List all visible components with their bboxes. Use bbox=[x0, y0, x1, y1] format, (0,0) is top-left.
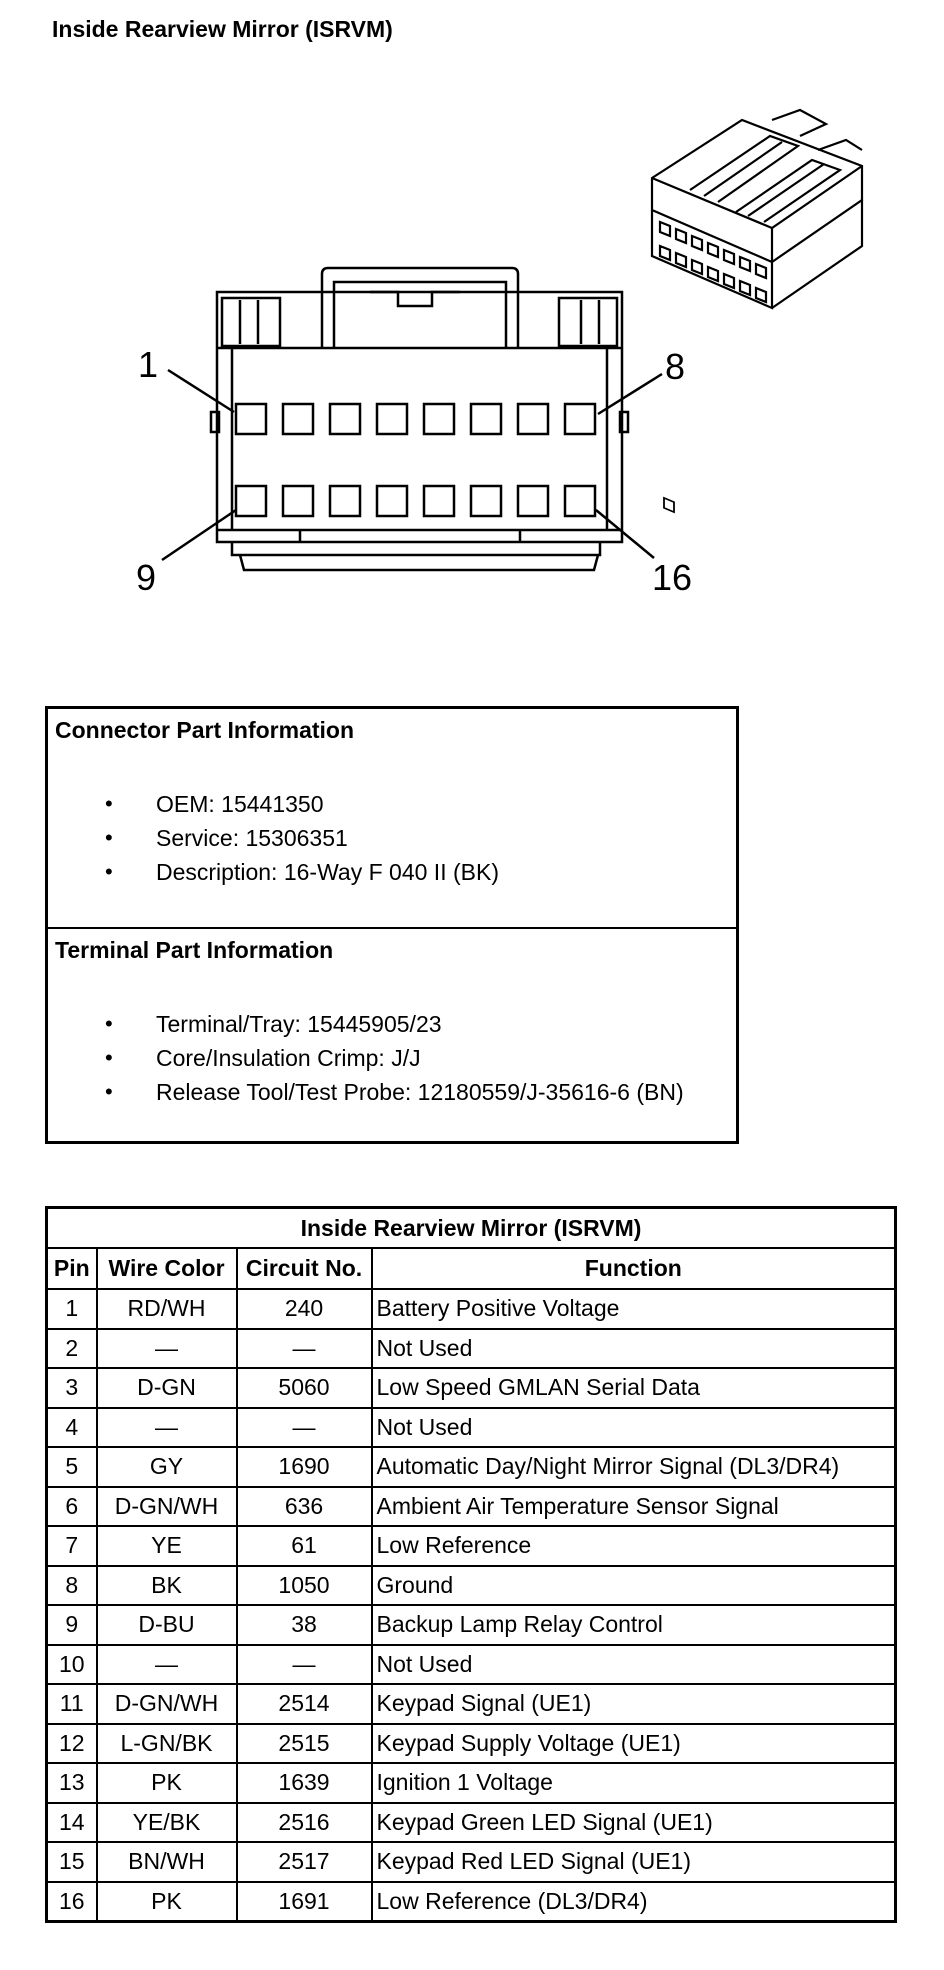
table-row bbox=[47, 1368, 896, 1408]
pin-number: 16 bbox=[47, 1882, 97, 1922]
table-row bbox=[47, 1684, 896, 1724]
pin-number: 10 bbox=[47, 1645, 97, 1685]
table-row bbox=[47, 1408, 896, 1448]
pin-function: Ignition 1 Voltage bbox=[372, 1763, 896, 1803]
pin-function: Not Used bbox=[372, 1645, 896, 1685]
pin-cavity-12 bbox=[377, 486, 407, 516]
column-header-circuit-no: Circuit No. bbox=[237, 1248, 372, 1289]
pin-cavity-7 bbox=[518, 404, 548, 434]
circuit-number: 38 bbox=[237, 1605, 372, 1645]
pin-cavity-15 bbox=[518, 486, 548, 516]
pin-function: Keypad Supply Voltage (UE1) bbox=[372, 1724, 896, 1764]
terminal-part-information bbox=[48, 929, 736, 1144]
pin-function: Low Reference bbox=[372, 1526, 896, 1566]
pin-cavity-1 bbox=[236, 404, 266, 434]
circuit-number: 2515 bbox=[237, 1724, 372, 1764]
circuit-number: 1691 bbox=[237, 1882, 372, 1922]
pin-function: Not Used bbox=[372, 1329, 896, 1369]
wire-color: BN/WH bbox=[97, 1842, 237, 1882]
column-header-wire-color: Wire Color bbox=[97, 1248, 237, 1289]
pin-cavity-9 bbox=[236, 486, 266, 516]
pin-function: Ambient Air Temperature Sensor Signal bbox=[372, 1487, 896, 1527]
circuit-number: 636 bbox=[237, 1487, 372, 1527]
circuit-number: — bbox=[237, 1408, 372, 1448]
terminal-info-heading: Terminal Part Information bbox=[55, 937, 334, 963]
terminal-info-list bbox=[48, 1007, 684, 1109]
pin-function: Keypad Signal (UE1) bbox=[372, 1684, 896, 1724]
pin-function: Not Used bbox=[372, 1408, 896, 1448]
circuit-number: 2516 bbox=[237, 1803, 372, 1843]
pin-label-8: 8 bbox=[665, 346, 686, 387]
wire-color: RD/WH bbox=[97, 1289, 237, 1329]
wire-color: D-GN/WH bbox=[97, 1487, 237, 1527]
pin-cavity-11 bbox=[330, 486, 360, 516]
pin-function-table bbox=[45, 1206, 897, 1923]
circuit-number: 1639 bbox=[237, 1763, 372, 1803]
wire-color: BK bbox=[97, 1566, 237, 1606]
connector-info-service: • Service: 15306351 bbox=[48, 821, 499, 855]
table-row bbox=[47, 1645, 896, 1685]
pin-cavity-8 bbox=[565, 404, 595, 434]
circuit-number: — bbox=[237, 1645, 372, 1685]
wire-color: YE bbox=[97, 1526, 237, 1566]
circuit-number: 61 bbox=[237, 1526, 372, 1566]
pin-function: Low Speed GMLAN Serial Data bbox=[372, 1368, 896, 1408]
pin-function: Keypad Green LED Signal (UE1) bbox=[372, 1803, 896, 1843]
pin-cavity-4 bbox=[377, 404, 407, 434]
wire-color: — bbox=[97, 1645, 237, 1685]
pin-cavity-14 bbox=[471, 486, 501, 516]
pin-cavity-row-bottom bbox=[236, 486, 595, 516]
page-title: Inside Rearview Mirror (ISRVM) bbox=[52, 16, 393, 42]
pin-number: 7 bbox=[47, 1526, 97, 1566]
pin-leader-lines bbox=[162, 370, 662, 560]
pin-cavity-row-top bbox=[236, 404, 595, 434]
table-row bbox=[47, 1447, 896, 1487]
table-row bbox=[47, 1882, 896, 1922]
connector-info-heading: Connector Part Information bbox=[55, 717, 355, 743]
table-row bbox=[47, 1487, 896, 1527]
pin-cavity-16 bbox=[565, 486, 595, 516]
pin-function: Ground bbox=[372, 1566, 896, 1606]
table-row bbox=[47, 1329, 896, 1369]
pin-number: 15 bbox=[47, 1842, 97, 1882]
table-row bbox=[47, 1724, 896, 1764]
connector-isometric-view bbox=[652, 110, 862, 512]
pin-number: 12 bbox=[47, 1724, 97, 1764]
column-header-function: Function bbox=[372, 1248, 896, 1289]
table-row bbox=[47, 1605, 896, 1645]
table-row bbox=[47, 1803, 896, 1843]
terminal-info-crimp: • Core/Insulation Crimp: J/J bbox=[48, 1041, 684, 1075]
wire-color: — bbox=[97, 1329, 237, 1369]
pin-number: 3 bbox=[47, 1368, 97, 1408]
connector-part-information bbox=[48, 709, 736, 929]
wire-color: D-GN bbox=[97, 1368, 237, 1408]
connector-diagram bbox=[0, 0, 944, 640]
pin-number: 14 bbox=[47, 1803, 97, 1843]
wire-color: D-BU bbox=[97, 1605, 237, 1645]
terminal-info-tray: • Terminal/Tray: 15445905/23 bbox=[48, 1007, 684, 1041]
table-title: Inside Rearview Mirror (ISRVM) bbox=[47, 1208, 896, 1249]
wire-color: PK bbox=[97, 1882, 237, 1922]
pin-cavity-2 bbox=[283, 404, 313, 434]
pin-number: 1 bbox=[47, 1289, 97, 1329]
circuit-number: 2514 bbox=[237, 1684, 372, 1724]
pin-function: Low Reference (DL3/DR4) bbox=[372, 1882, 896, 1922]
pin-number: 13 bbox=[47, 1763, 97, 1803]
column-header-pin: Pin bbox=[47, 1248, 97, 1289]
connector-info-oem: • OEM: 15441350 bbox=[48, 787, 499, 821]
table-row bbox=[47, 1526, 896, 1566]
wire-color: D-GN/WH bbox=[97, 1684, 237, 1724]
pin-function: Backup Lamp Relay Control bbox=[372, 1605, 896, 1645]
pin-number: 9 bbox=[47, 1605, 97, 1645]
circuit-number: 1690 bbox=[237, 1447, 372, 1487]
circuit-number: 2517 bbox=[237, 1842, 372, 1882]
pin-function: Battery Positive Voltage bbox=[372, 1289, 896, 1329]
pin-function: Keypad Red LED Signal (UE1) bbox=[372, 1842, 896, 1882]
circuit-number: 5060 bbox=[237, 1368, 372, 1408]
terminal-info-release-tool: • Release Tool/Test Probe: 12180559/J-35616-6 (BN) bbox=[48, 1075, 684, 1109]
pin-cavity-3 bbox=[330, 404, 360, 434]
pin-label-16: 16 bbox=[652, 557, 693, 598]
pin-cavity-10 bbox=[283, 486, 313, 516]
table-row bbox=[47, 1566, 896, 1606]
pin-cavity-13 bbox=[424, 486, 454, 516]
table-row bbox=[47, 1763, 896, 1803]
connector-info-description: • Description: 16-Way F 040 II (BK) bbox=[48, 855, 499, 889]
pin-number: 6 bbox=[47, 1487, 97, 1527]
pin-cavity-5 bbox=[424, 404, 454, 434]
wire-color: GY bbox=[97, 1447, 237, 1487]
pin-cavity-6 bbox=[471, 404, 501, 434]
pin-number: 11 bbox=[47, 1684, 97, 1724]
circuit-number: — bbox=[237, 1329, 372, 1369]
wire-color: — bbox=[97, 1408, 237, 1448]
pin-number: 8 bbox=[47, 1566, 97, 1606]
pin-label-1: 1 bbox=[138, 344, 159, 385]
circuit-number: 1050 bbox=[237, 1566, 372, 1606]
pin-function: Automatic Day/Night Mirror Signal (DL3/DR4) bbox=[372, 1447, 896, 1487]
pin-number: 5 bbox=[47, 1447, 97, 1487]
table-row bbox=[47, 1289, 896, 1329]
wire-color: L-GN/BK bbox=[97, 1724, 237, 1764]
circuit-number: 240 bbox=[237, 1289, 372, 1329]
pin-label-9: 9 bbox=[136, 557, 157, 598]
table-row bbox=[47, 1842, 896, 1882]
connector-info-list bbox=[48, 787, 499, 889]
wire-color: YE/BK bbox=[97, 1803, 237, 1843]
part-information-box bbox=[45, 706, 739, 1144]
pin-number: 4 bbox=[47, 1408, 97, 1448]
pin-number: 2 bbox=[47, 1329, 97, 1369]
wire-color: PK bbox=[97, 1763, 237, 1803]
